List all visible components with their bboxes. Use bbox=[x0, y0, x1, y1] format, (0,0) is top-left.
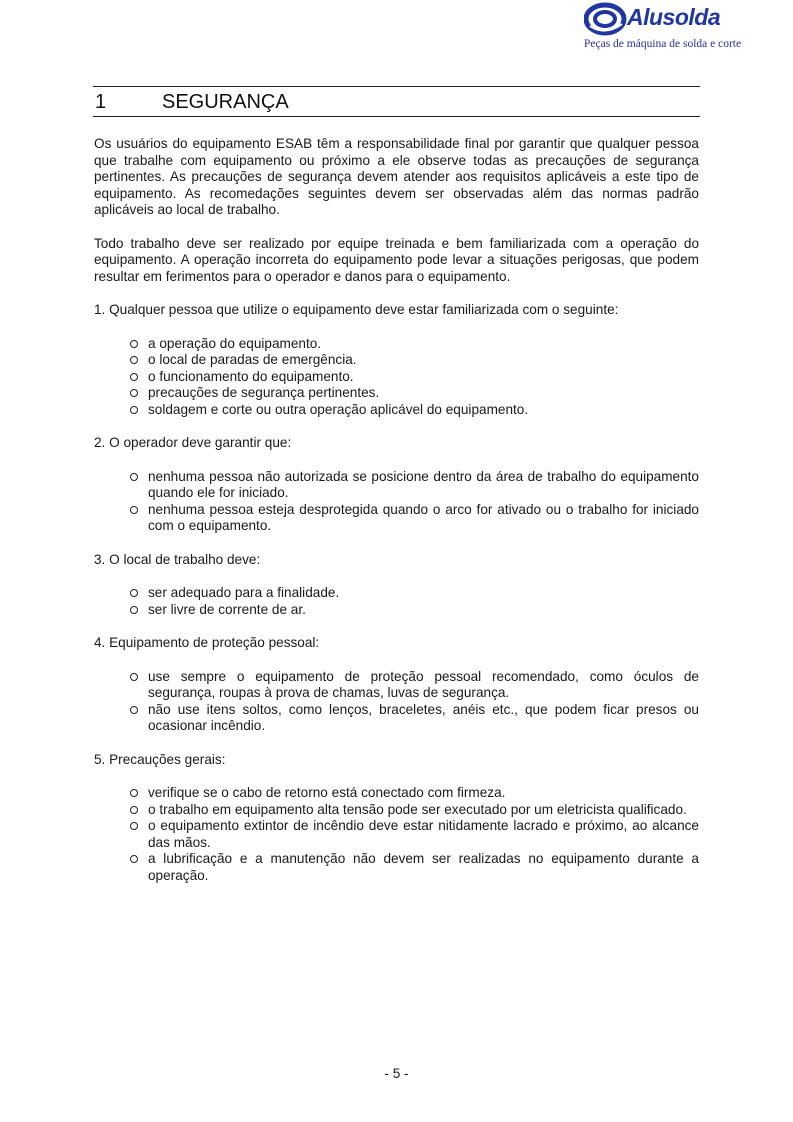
brand-name: Alusolda bbox=[627, 4, 721, 30]
section-heading: SEGURANÇA bbox=[162, 91, 289, 113]
list-item: ser adequado para a finalidade. bbox=[94, 585, 699, 602]
circle-bullet-icon bbox=[130, 473, 138, 481]
list-item: o trabalho em equipamento alta tensão pode ser executado por um eletricista qualificado. bbox=[94, 802, 699, 819]
circle-bullet-icon bbox=[130, 789, 138, 797]
list-item: ser livre de corrente de ar. bbox=[94, 602, 699, 619]
group-heading-5: 5. Precauções gerais: bbox=[94, 751, 226, 767]
list-item: a operação do equipamento. bbox=[94, 336, 699, 353]
list-item: o local de paradas de emergência. bbox=[94, 352, 699, 369]
circle-bullet-icon bbox=[130, 673, 138, 681]
circle-bullet-icon bbox=[130, 822, 138, 830]
title-rule-top bbox=[93, 86, 700, 87]
list-item: soldagem e corte ou outra operação aplicável do equipamento. bbox=[94, 402, 699, 419]
group-heading-4: 4. Equipamento de proteção pessoal: bbox=[94, 635, 320, 650]
list-item: nenhuma pessoa não autorizada se posicione dentro da área de trabalho do equipamento quando ele for iniciado. bbox=[94, 469, 699, 502]
circle-bullet-icon bbox=[130, 589, 138, 597]
circle-bullet-icon bbox=[130, 806, 138, 814]
section-title bbox=[95, 89, 289, 115]
list-item: precauções de segurança pertinentes. bbox=[94, 385, 699, 402]
list-item: não use itens soltos, como lenços, braceletes, anéis etc., que podem ficar presos ou ocasionar incêndio. bbox=[94, 702, 699, 735]
circle-bullet-icon bbox=[130, 356, 138, 364]
list-item: o equipamento extintor de incêndio deve estar nitidamente lacrado e próximo, ao alcance das mãos. bbox=[94, 818, 699, 851]
logo-swirl-icon bbox=[584, 2, 628, 38]
group-list-5 bbox=[94, 785, 699, 884]
group-list-1 bbox=[94, 336, 699, 419]
circle-bullet-icon bbox=[130, 340, 138, 348]
circle-bullet-icon bbox=[130, 606, 138, 614]
brand-tagline: Peças de máquina de solda e corte bbox=[584, 38, 742, 50]
list-item: o funcionamento do equipamento. bbox=[94, 369, 699, 386]
circle-bullet-icon bbox=[130, 373, 138, 381]
title-rule-bottom bbox=[93, 116, 700, 117]
list-item: a lubrificação e a manutenção não devem ser realizadas no equipamento durante a operação. bbox=[94, 851, 699, 884]
group-heading-2: 2. O operador deve garantir que: bbox=[94, 435, 292, 450]
group-list-4 bbox=[94, 669, 699, 735]
group-heading-1: 1. Qualquer pessoa que utilize o equipamento deve estar familiarizada com o seguinte: bbox=[94, 302, 619, 317]
group-heading-3: 3. O local de trabalho deve: bbox=[94, 551, 261, 567]
circle-bullet-icon bbox=[130, 506, 138, 514]
group-list-3 bbox=[94, 585, 699, 618]
section-number: 1 bbox=[95, 91, 107, 113]
document-body bbox=[94, 136, 699, 901]
circle-bullet-icon bbox=[130, 406, 138, 414]
alusolda-logo bbox=[584, 2, 742, 52]
circle-bullet-icon bbox=[130, 855, 138, 863]
training-paragraph: Todo trabalho deve ser realizado por equipe treinada e bem familiarizada com a operação do equipamento. A operação incorreta do equipamento pode levar a situações perigosas, que podem resultar em ferimentos para o operador e danos para o equipamento. bbox=[94, 235, 699, 284]
list-item: nenhuma pessoa esteja desprotegida quando o arco for ativado ou o trabalho for iniciado com o equipamento. bbox=[94, 502, 699, 535]
list-item: verifique se o cabo de retorno está conectado com firmeza. bbox=[94, 785, 699, 802]
circle-bullet-icon bbox=[130, 706, 138, 714]
group-list-2 bbox=[94, 469, 699, 535]
page-number: - 5 - bbox=[384, 1066, 409, 1081]
list-item: use sempre o equipamento de proteção pessoal recomendado, como óculos de segurança, roupas à prova de chamas, luvas de segurança. bbox=[94, 669, 699, 702]
circle-bullet-icon bbox=[130, 389, 138, 397]
intro-paragraph: Os usuários do equipamento ESAB têm a responsabilidade final por garantir que qualquer pessoa que trabalhe com equipamento ou próximo a ele observe todas as precauções de segurança pertinentes. As precauções de segurança devem atender aos requisitos aplicáveis a este tipo de equipamento. As recomedações seguintes devem ser observadas além das normas padrão aplicáveis ao local de trabalho. bbox=[94, 136, 699, 217]
